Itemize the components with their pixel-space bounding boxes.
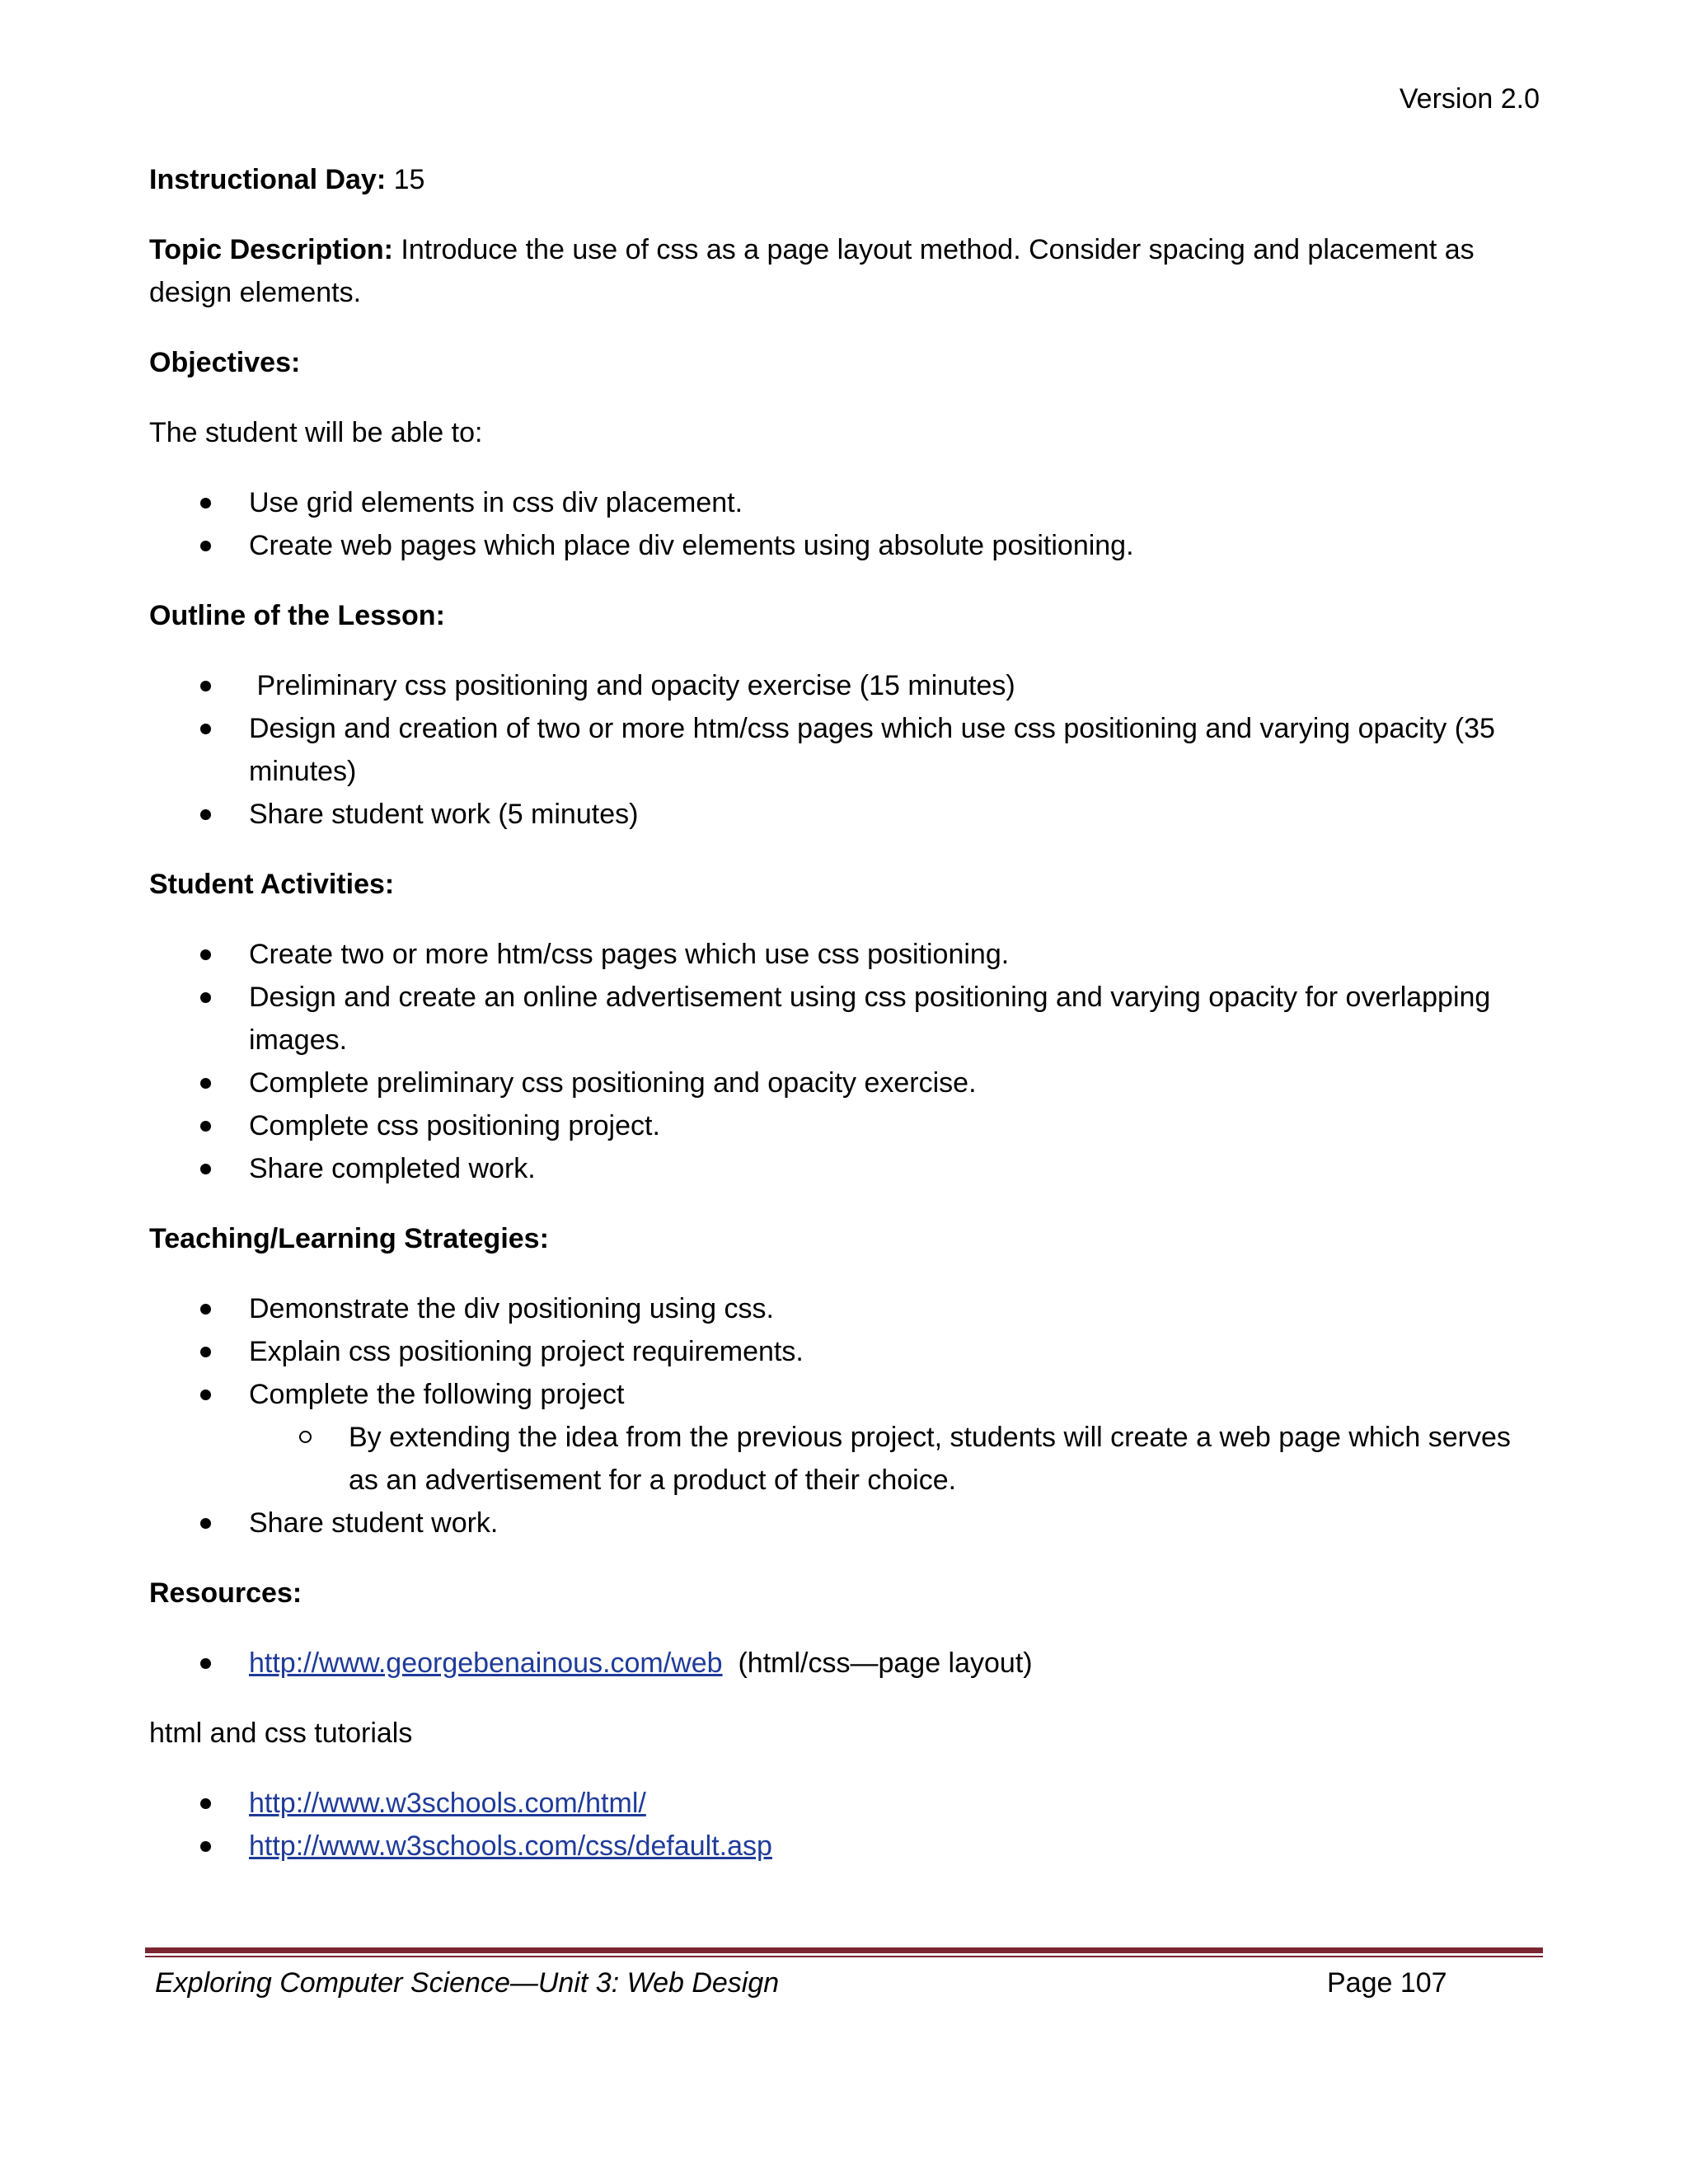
objectives-list [149, 481, 1542, 567]
resource-link-georgebenainous[interactable]: http://www.georgebenainous.com/web [249, 1647, 723, 1679]
list-item: Use grid elements in css div placement. [149, 481, 1542, 524]
objectives-heading: Objectives: [149, 347, 301, 378]
objectives-intro: The student will be able to: [149, 417, 483, 448]
resource-link-w3schools-css[interactable]: http://www.w3schools.com/css/default.asp [249, 1830, 772, 1862]
list-item [149, 1825, 1542, 1868]
list-item: Preliminary css positioning and opacity exercise (15 minutes) [149, 664, 1542, 707]
outline-list [149, 664, 1542, 836]
list-item [149, 1642, 1542, 1685]
list-item-text: Complete the following project [249, 1379, 625, 1410]
instructional-day-label: Instructional Day: [149, 164, 387, 195]
list-item: Share student work. [149, 1502, 1542, 1544]
strategies-heading: Teaching/Learning Strategies: [149, 1223, 549, 1254]
topic-description-label: Topic Description: [149, 234, 393, 265]
resources-heading: Resources: [149, 1577, 302, 1609]
activities-heading: Student Activities: [149, 869, 395, 900]
footer-title: Exploring Computer Science—Unit 3: Web Design [155, 1967, 780, 1999]
resource-link-note: (html/css—page layout) [722, 1647, 1033, 1679]
list-item: Demonstrate the div positioning using css. [149, 1287, 1542, 1330]
instructional-day [149, 158, 1542, 201]
tutorials-list [149, 1782, 1542, 1868]
list-item: Complete css positioning project. [149, 1104, 1542, 1147]
list-item: Create web pages which place div elements using absolute positioning. [149, 524, 1542, 567]
topic-description-text: Introduce the use of css as a page layout method. Consider spacing and placement as design elements. [149, 234, 1475, 308]
strategies-list [149, 1287, 1542, 1544]
activities-list [149, 933, 1542, 1190]
footer-divider [145, 1947, 1543, 1953]
list-item: Design and create an online advertisement using css positioning and varying opacity for overlapping images. [149, 976, 1542, 1062]
list-item: Explain css positioning project requirements. [149, 1330, 1542, 1373]
list-item: Share student work (5 minutes) [149, 793, 1542, 836]
page-number: Page 107 [1327, 1967, 1447, 1999]
topic-description [149, 228, 1542, 314]
outline-heading: Outline of the Lesson: [149, 600, 445, 631]
resources-list [149, 1642, 1542, 1685]
list-item: Create two or more htm/css pages which use css positioning. [149, 933, 1542, 976]
tutorials-label: html and css tutorials [149, 1718, 413, 1749]
list-item: Complete preliminary css positioning and opacity exercise. [149, 1062, 1542, 1104]
footer-divider-thin [145, 1956, 1543, 1957]
lesson-content [149, 158, 1542, 1895]
resource-link-w3schools-html[interactable]: http://www.w3schools.com/html/ [249, 1788, 646, 1819]
instructional-day-value: 15 [386, 164, 425, 195]
version-label: Version 2.0 [1399, 83, 1540, 115]
strategies-sublist [249, 1416, 1542, 1502]
list-item: Design and creation of two or more htm/css pages which use css positioning and varying opacity (35 minutes) [149, 707, 1542, 793]
list-item [149, 1373, 1542, 1502]
list-item: Share completed work. [149, 1147, 1542, 1190]
sub-list-item: By extending the idea from the previous project, students will create a web page which serves as an advertisement for a product of their choice. [249, 1416, 1542, 1502]
list-item [149, 1782, 1542, 1825]
